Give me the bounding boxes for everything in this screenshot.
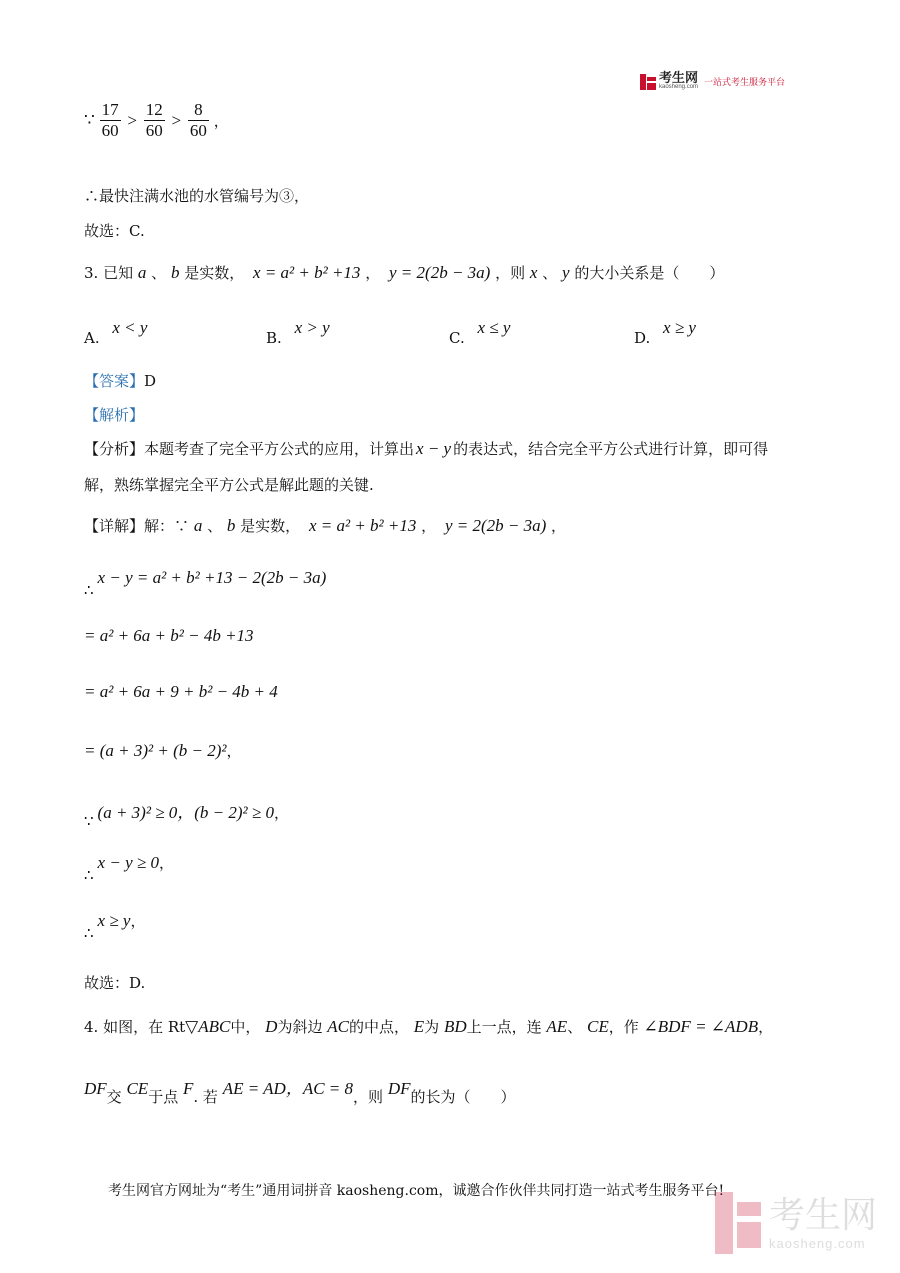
step-7: ∴x ≥ y， bbox=[84, 911, 146, 942]
analysis-tag: 【解析】 bbox=[84, 406, 145, 424]
option-a: A. x < y bbox=[84, 318, 148, 347]
watermark-subtext: kaosheng.com bbox=[769, 1235, 866, 1251]
footer-text: 考生网官方网址为“考生”通用词拼音 kaosheng.com，诚邀合作伙伴共同打造一站式考生服务平台! bbox=[108, 1183, 725, 1199]
fraction-1: $\frac{17}{60}$ bbox=[101, 100, 119, 140]
step-1: ∴x − y = a² + b² +13 − 2(2b − 3a) bbox=[84, 568, 327, 599]
option-b: B. x > y bbox=[266, 318, 330, 347]
step-3: = a² + 6a + 9 + b² − 4b + 4 bbox=[84, 682, 278, 701]
fenxi-line-1: 【分析】本题考查了完全平方公式的应用，计算出 x − y 的表达式，结合完全平方公式进行计算，即可得 bbox=[84, 439, 769, 458]
question-3-stem: 3. 已知 a 、 b 是实数， x = a² + b² +13 ， y = 2(2b − 3a) ，则 x 、 y 的大小关系是（ ） bbox=[84, 263, 725, 282]
fraction-2: $\frac{12}{60}$ bbox=[145, 100, 163, 140]
prev-answer: 故选：C. bbox=[84, 222, 145, 240]
because-symbol: ∵ bbox=[84, 110, 95, 130]
question-4-line-1: 4. 如图，在 Rt▽ABC中， D为斜边 AC的中点， E为 BD上一点，连 AE、 CE，作 ∠BDF = ∠ADB， bbox=[84, 1017, 774, 1036]
watermark-text: 考生网 bbox=[769, 1194, 878, 1236]
logo-subtext: kaosheng.com bbox=[659, 84, 699, 90]
final-answer: 故选：D. bbox=[84, 974, 146, 992]
logo-text: 考生网 bbox=[659, 70, 699, 85]
fraction-comparison: ∵ $\frac{17}{60}$ > $\frac{12}{60}$ > $\frac{8}{60}$ ， bbox=[84, 100, 229, 140]
answer-tag: 【答案】 bbox=[84, 372, 145, 390]
option-c: C. x ≤ y bbox=[449, 318, 511, 347]
fraction-3: $\frac{8}{60}$ bbox=[189, 100, 207, 140]
step-5: ∵ (a + 3)² ≥ 0，(b − 2)² ≥ 0， bbox=[84, 803, 290, 830]
answer-value: D bbox=[144, 372, 157, 390]
detail-line: 【详解】解：∵ a 、 b 是实数， x = a² + b² +13 ， y = 2(2b − 3a) ， bbox=[84, 516, 567, 535]
fenxi-line-2: 解，熟练掌握完全平方公式是解此题的关键. bbox=[84, 476, 374, 494]
step-4: = (a + 3)² + (b − 2)²， bbox=[84, 741, 242, 760]
watermark-mark-icon bbox=[715, 1192, 761, 1254]
logo-mark-icon bbox=[640, 74, 656, 90]
option-d: D. x ≥ y bbox=[634, 318, 696, 347]
prev-conclusion: ∴最快注满水池的水管编号为③， bbox=[84, 187, 310, 205]
watermark-logo bbox=[715, 1192, 877, 1254]
header-slogan: 一站式考生服务平台 bbox=[704, 78, 786, 88]
step-2: = a² + 6a + b² − 4b +13 bbox=[84, 626, 254, 645]
header-logo bbox=[640, 72, 785, 91]
question-4-line-2: DF交 CE于点 F. 若 AE = AD，AC = 8，则 DF的长为（ ） bbox=[84, 1079, 516, 1106]
answer-line bbox=[84, 370, 156, 391]
step-6: ∴x − y ≥ 0， bbox=[84, 853, 174, 884]
